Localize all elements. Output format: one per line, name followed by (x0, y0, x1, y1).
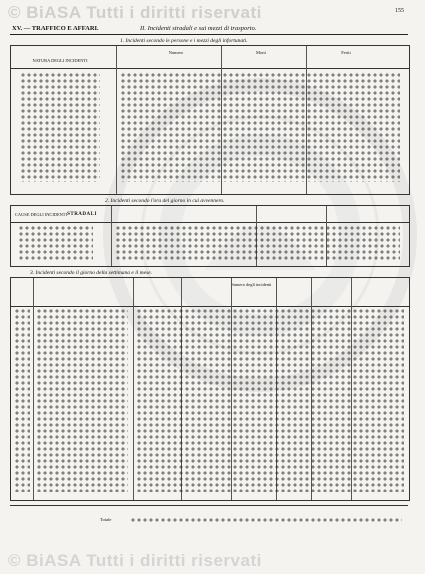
section1-group-3: Feriti (341, 50, 351, 55)
section2-bold-header: STRADALI (67, 212, 97, 217)
header-rule (10, 34, 408, 35)
section2-values (115, 225, 400, 261)
section1-head-rule (11, 68, 409, 69)
section1-values (120, 72, 400, 182)
total-label: Totale (100, 517, 112, 522)
section2-col-rule (111, 206, 112, 266)
section1-group-2: Morti (255, 50, 266, 55)
section1-row-labels (20, 72, 100, 182)
page-number: 155 (395, 8, 404, 14)
section3-year-column (14, 308, 30, 492)
section3-row-labels (36, 308, 128, 492)
section2-first-col-header: CAUSE DEGLI INCIDENTI (15, 212, 67, 217)
section3-col-rule (133, 278, 134, 500)
section2-head-rule (11, 222, 409, 223)
total-rule (10, 505, 408, 506)
watermark-top: © BiASA Tutti i diritti riservati (8, 3, 262, 22)
running-header-left: XV. — TRAFFICO E AFFARI. (12, 25, 99, 32)
section3-head-rule (11, 306, 409, 307)
total-values (130, 517, 402, 523)
section1-group-1: Numero (168, 50, 184, 55)
section1-col-rule (116, 46, 117, 194)
section1-title: 1. Incidenti secondo le persone e i mezzi degli infortunati. (120, 38, 248, 44)
section2-title: 2. Incidenti secondo l'ora del giorno in cui avvennero. (105, 198, 225, 204)
section3-col-header: Numero degli incidenti (230, 282, 272, 287)
watermark-bottom: © BiASA Tutti i diritti riservati (8, 551, 262, 570)
section3-title: 3. Incidenti secondo il giorno della settimana e il mese. (30, 270, 153, 276)
running-header-right: II. Incidenti stradali e sui mezzi di trasporto. (140, 25, 257, 32)
section3-col-rule (33, 278, 34, 500)
section2-row-labels (18, 225, 93, 261)
section3-values (136, 308, 404, 492)
section1-first-col-header: NATURA DEGLI INCIDENTI (32, 58, 88, 63)
